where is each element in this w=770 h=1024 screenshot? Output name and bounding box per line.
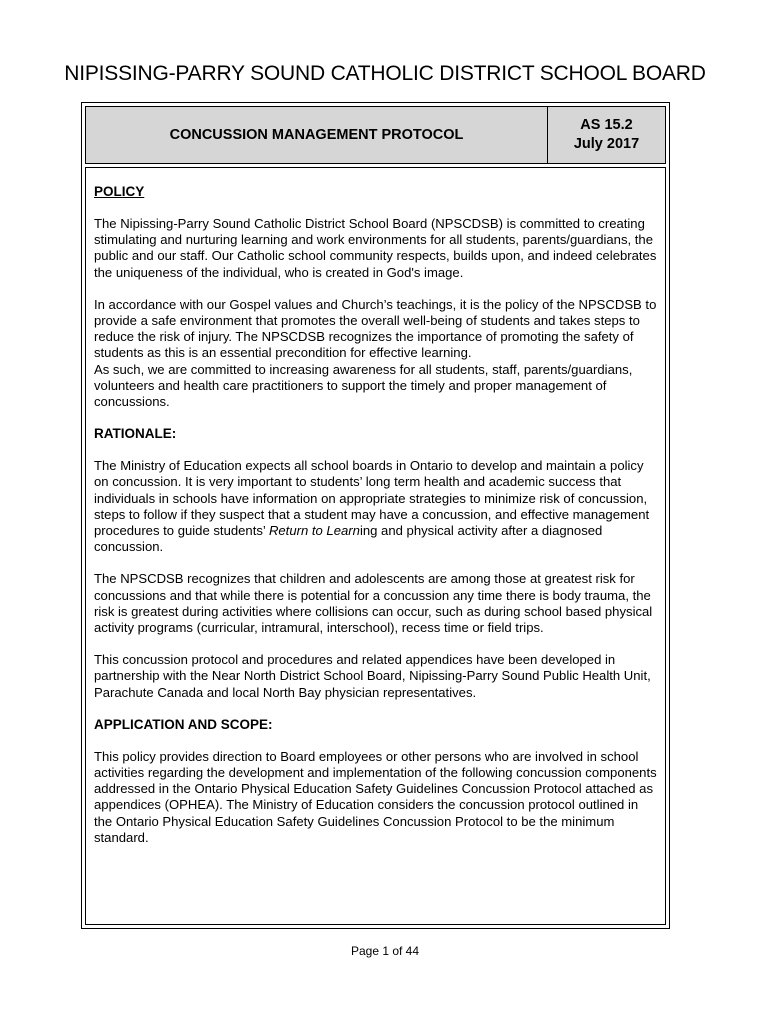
reference-number: AS 15.2 <box>580 117 633 133</box>
reference-block <box>548 107 665 163</box>
reference-date: July 2017 <box>573 136 640 152</box>
policy-paragraph-2a: In accordance with our Gospel values and Church’s teachings, it is the policy of the NPSCDSB to provide a safe environment that promotes the overall well-being of students and takes steps to reduce the risk of injury. The NPSCDSB recognizes the importance of promoting the safety of students as this is an essential precondition for effective learning. <box>94 296 657 361</box>
return-to-learn-italic: Return to Learn <box>268 523 360 539</box>
document-body <box>85 167 666 925</box>
rationale-paragraph-2: The NPSCDSB recognizes that children and adolescents are among those at greatest risk for concussions and that while there is potential for a concussion any time there is body trauma, the risk is greatest during activities where collisions can occur, such as during school based physical activity programs (curricular, intramural, interschool), recess time or field trips. <box>94 571 653 636</box>
rationale-heading: RATIONALE: <box>94 426 177 442</box>
rationale-p1-start: The Ministry of Education expects all school boards in Ontario to develop and maintain a policy on concussion. It is very important to students’ long term health and academic success that individuals in schools have information on appropriate strategies to minimize risk of concussion, steps to follow if they suspect that a student may have a concussion, and effective management procedures to guide students’ <box>94 458 650 539</box>
page-number: Page 1 of 44 <box>350 944 420 958</box>
organization-title: NIPISSING-PARRY SOUND CATHOLIC DISTRICT SCHOOL BOARD <box>64 62 706 85</box>
rationale-paragraph-3: This concussion protocol and procedures and related appendices have been developed in partnership with the Near North District School Board, Nipissing-Parry Sound Public Health Unit, Parachute Canada and local North Bay physician representatives. <box>94 652 651 700</box>
rationale-paragraph-1 <box>94 458 657 555</box>
document-frame <box>81 102 670 929</box>
policy-paragraph-1: The Nipissing-Parry Sound Catholic District School Board (NPSCDSB) is committed to creating stimulating and nurturing learning and work environments for all students, parents/guardians, the public and our staff. Our Catholic school community respects, builds upon, and indeed celebrates the uniqueness of the individual, who is created in God's image. <box>94 216 657 280</box>
rationale-p1-end: ing and physical activity after a diagnosed concussion. <box>94 523 603 555</box>
protocol-title: CONCUSSION MANAGEMENT PROTOCOL <box>86 107 548 163</box>
policy-paragraph-2b: As such, we are committed to increasing awareness for all students, staff, parents/guardians, volunteers and health care practitioners to support the timely and proper management of concussions. <box>94 361 633 410</box>
header-row <box>85 106 666 164</box>
policy-heading: POLICY <box>94 184 145 199</box>
policy-paragraph-2 <box>94 297 657 410</box>
scope-paragraph-1: This policy provides direction to Board employees or other persons who are involved in school activities regarding the development and implementation of the following concussion components addressed in the Ontario Physical Education Safety Guidelines Concussion Protocol attached as appendices (OPHEA). The Ministry of Education considers the concussion protocol outlined in the Ontario Physical Education Safety Guidelines Concussion Protocol to be the minimum standard. <box>94 748 657 845</box>
scope-heading: APPLICATION AND SCOPE: <box>94 716 273 732</box>
